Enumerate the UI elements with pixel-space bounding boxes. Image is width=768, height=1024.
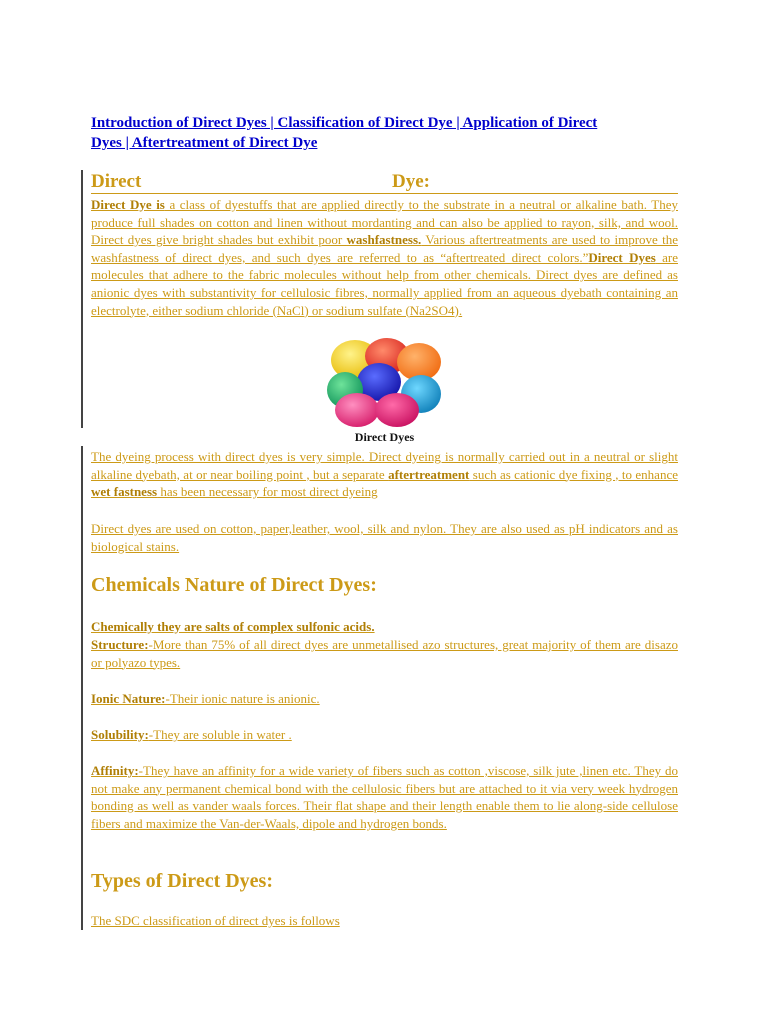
title-links bbox=[91, 113, 681, 153]
ionic-text: -Their ionic nature is anionic. bbox=[165, 691, 320, 706]
intro-text-3: are molecules that adhere to the fabric molecules without help from other chemicals. Direct dyes are defined as anionic dyes with substantivity for cellulosic fibres, normally applied from an aqueous dyebath containing an electrolyte, either sodium chloride (NaCl) or sodium sulfate (Na2SO4). bbox=[91, 249, 678, 318]
uses-paragraph-block bbox=[91, 520, 678, 555]
process-bold-1: aftertreatment bbox=[388, 466, 470, 482]
process-paragraph-block bbox=[91, 448, 678, 501]
solubility-text: -They are soluble in water . bbox=[148, 727, 292, 742]
intro-bold-2: washfastness. bbox=[346, 232, 422, 248]
affinity-label: Affinity: bbox=[91, 763, 139, 778]
title-link-line-2[interactable]: Dyes | Aftertreatment of Direct Dye bbox=[91, 135, 318, 151]
dye-powder-image bbox=[325, 338, 443, 428]
ionic-nature-line bbox=[91, 690, 678, 708]
intro-paragraph bbox=[91, 196, 678, 319]
left-margin-bar-2 bbox=[81, 446, 83, 930]
heading-direct-dye bbox=[91, 171, 678, 194]
intro-text-1: a class of dyestuffs that are applied directly to the substrate in a neutral or alkaline bath. They produce full shades on cotton and linen without mordanting and can also be applied to rayon, silk, and wool. Direct dyes give bright shades but exhibit poor bbox=[91, 197, 678, 248]
heading-types-direct-dyes: Types of Direct Dyes: bbox=[91, 870, 273, 892]
structure-paragraph bbox=[91, 636, 678, 671]
intro-text-2: Various aftertreatments are used to improve the washfastness of direct dyes, and such dyes are referred to as “aftertreated direct colors.” bbox=[91, 232, 679, 265]
intro-bold-3: Direct Dyes bbox=[588, 249, 656, 265]
affinity-paragraph bbox=[91, 762, 678, 832]
chem-salts-line bbox=[91, 618, 678, 636]
sdc-text: The SDC classification of direct dyes is follows bbox=[91, 913, 340, 928]
process-text-1: The dyeing process with direct dyes is very simple. Direct dyeing is normally carried out in a neutral or slight alkaline dyebath, at or near boiling point , but a separate bbox=[91, 449, 678, 482]
process-paragraph bbox=[91, 448, 678, 501]
solubility-line bbox=[91, 726, 678, 744]
ionic-label: Ionic Nature: bbox=[91, 691, 166, 706]
heading-word-direct: Direct bbox=[91, 171, 142, 192]
heading-word-dye: Dye: bbox=[392, 171, 430, 192]
process-text-2: such as cationic dye fixing , to enhance bbox=[469, 466, 678, 482]
solubility-label: Solubility: bbox=[91, 727, 149, 742]
figure-caption: Direct Dyes bbox=[354, 430, 415, 444]
chem-salts-text: Chemically they are salts of complex sulfonic acids. bbox=[91, 619, 375, 634]
structure-label: Structure: bbox=[91, 637, 149, 652]
process-text-3: has been necessary for most direct dyeing bbox=[157, 484, 378, 500]
affinity-text: -They have an affinity for a wide variety of fibers such as cotton ,viscose, silk jute ,linen etc. They do not make any permanent chemical bond with the cellulosic fibers but are attached to it via very week hydrogen bonding as well as vander waals forces. Their flat shape and their length enable them to lie along-side cellulose fibers and maximize the Van-der-Waals, dipole and hydrogen bonds. bbox=[91, 763, 678, 831]
dye-powder-illustration bbox=[325, 338, 443, 428]
title-link-line-1[interactable]: Introduction of Direct Dyes | Classification of Direct Dye | Application of Direct bbox=[91, 115, 598, 131]
uses-paragraph: Direct dyes are used on cotton, paper,leather, wool, silk and nylon. They are also used as pH indicators and as biological stains. bbox=[91, 521, 678, 554]
intro-bold-1: Direct Dye is bbox=[91, 197, 165, 212]
left-margin-bar-1 bbox=[81, 170, 83, 428]
process-bold-2: wet fastness bbox=[91, 484, 158, 500]
structure-text: -More than 75% of all direct dyes are unmetallised azo structures, great majority of them are disazo or polyazo types. bbox=[91, 637, 678, 670]
heading-chemicals-nature: Chemicals Nature of Direct Dyes: bbox=[91, 574, 377, 596]
sdc-classification-line bbox=[91, 912, 678, 930]
intro-paragraph-block bbox=[91, 196, 678, 319]
